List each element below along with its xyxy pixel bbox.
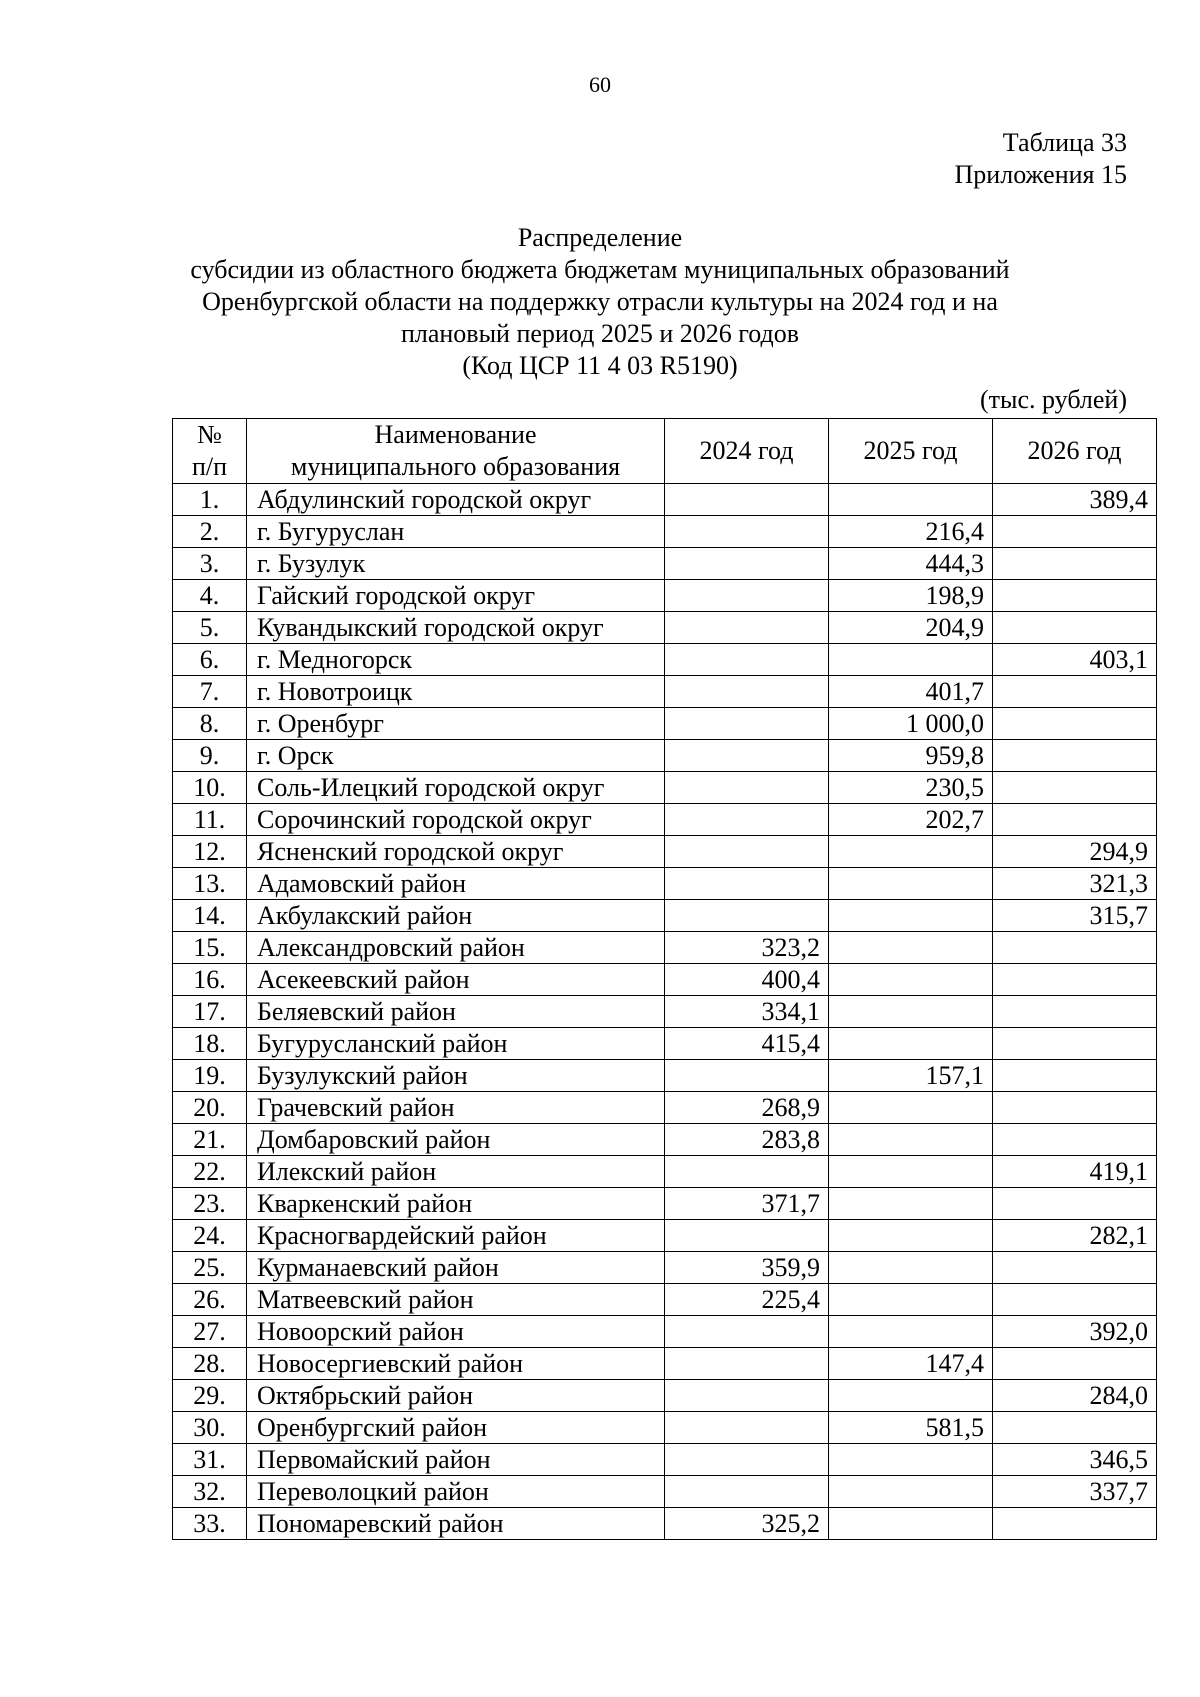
- value-2024: [665, 1316, 829, 1348]
- header-2024: 2024 год: [665, 419, 829, 484]
- row-number: 33.: [173, 1508, 247, 1540]
- value-2024: [665, 644, 829, 676]
- value-2024: [665, 1156, 829, 1188]
- value-2025: [829, 836, 993, 868]
- value-2024: [665, 740, 829, 772]
- table-row: [173, 900, 1157, 932]
- value-2025: [829, 1220, 993, 1252]
- value-2025: [829, 1316, 993, 1348]
- municipality-name: Матвеевский район: [247, 1284, 665, 1316]
- value-2026: 282,1: [993, 1220, 1157, 1252]
- table-row: [173, 644, 1157, 676]
- value-2024: [665, 772, 829, 804]
- municipality-name: Кваркенский район: [247, 1188, 665, 1220]
- table-row: [173, 1316, 1157, 1348]
- row-number: 27.: [173, 1316, 247, 1348]
- municipality-name: Сорочинский городской округ: [247, 804, 665, 836]
- document-title: [100, 222, 1100, 382]
- value-2025: [829, 1252, 993, 1284]
- row-number: 31.: [173, 1444, 247, 1476]
- table-row: [173, 1380, 1157, 1412]
- table-row: [173, 772, 1157, 804]
- value-2024: [665, 612, 829, 644]
- table-row: [173, 516, 1157, 548]
- municipality-name: Илекский район: [247, 1156, 665, 1188]
- value-2026: [993, 996, 1157, 1028]
- value-2026: 337,7: [993, 1476, 1157, 1508]
- municipality-name: Новоорский район: [247, 1316, 665, 1348]
- row-number: 23.: [173, 1188, 247, 1220]
- municipality-name: Абдулинский городской округ: [247, 484, 665, 516]
- title-line2: субсидии из областного бюджета бюджетам муниципальных образований: [190, 255, 1010, 284]
- municipality-name: Октябрьский район: [247, 1380, 665, 1412]
- value-2025: [829, 900, 993, 932]
- value-2025: [829, 1284, 993, 1316]
- value-2024: 268,9: [665, 1092, 829, 1124]
- table-row: [173, 1508, 1157, 1540]
- table-row: [173, 1252, 1157, 1284]
- value-2025: [829, 964, 993, 996]
- table-row: [173, 1412, 1157, 1444]
- municipality-name: г. Медногорск: [247, 644, 665, 676]
- value-2026: 392,0: [993, 1316, 1157, 1348]
- row-number: 11.: [173, 804, 247, 836]
- value-2026: [993, 1252, 1157, 1284]
- row-number: 25.: [173, 1252, 247, 1284]
- value-2025: 444,3: [829, 548, 993, 580]
- value-2024: [665, 484, 829, 516]
- row-number: 28.: [173, 1348, 247, 1380]
- value-2026: [993, 1284, 1157, 1316]
- table-row: [173, 1348, 1157, 1380]
- value-2025: [829, 1444, 993, 1476]
- row-number: 3.: [173, 548, 247, 580]
- value-2025: 401,7: [829, 676, 993, 708]
- municipality-name: г. Бугуруслан: [247, 516, 665, 548]
- municipality-name: Красногвардейский район: [247, 1220, 665, 1252]
- value-2025: [829, 484, 993, 516]
- row-number: 18.: [173, 1028, 247, 1060]
- value-2024: [665, 1412, 829, 1444]
- table-row: [173, 1444, 1157, 1476]
- value-2025: [829, 932, 993, 964]
- header-name: [247, 419, 665, 484]
- value-2024: 400,4: [665, 964, 829, 996]
- value-2025: 147,4: [829, 1348, 993, 1380]
- value-2026: 284,0: [993, 1380, 1157, 1412]
- table-row: [173, 1124, 1157, 1156]
- municipality-name: Курманаевский район: [247, 1252, 665, 1284]
- table-row: [173, 740, 1157, 772]
- value-2024: [665, 1348, 829, 1380]
- header-num: [173, 419, 247, 484]
- municipality-name: Кувандыкский городской округ: [247, 612, 665, 644]
- value-2026: [993, 516, 1157, 548]
- value-2024: [665, 1476, 829, 1508]
- value-2026: [993, 580, 1157, 612]
- value-2026: [993, 932, 1157, 964]
- value-2025: [829, 1156, 993, 1188]
- municipality-name: Александровский район: [247, 932, 665, 964]
- value-2026: [993, 1508, 1157, 1540]
- municipality-name: Ясненский городской округ: [247, 836, 665, 868]
- header-num-line2: п/п: [191, 452, 228, 481]
- value-2025: 959,8: [829, 740, 993, 772]
- table-row: [173, 580, 1157, 612]
- value-2026: [993, 612, 1157, 644]
- value-2024: [665, 708, 829, 740]
- value-2025: [829, 1508, 993, 1540]
- row-number: 30.: [173, 1412, 247, 1444]
- row-number: 17.: [173, 996, 247, 1028]
- table-row: [173, 1188, 1157, 1220]
- table-row: [173, 1060, 1157, 1092]
- header-2025: 2025 год: [829, 419, 993, 484]
- municipality-name: Акбулакский район: [247, 900, 665, 932]
- value-2026: 321,3: [993, 868, 1157, 900]
- value-2024: [665, 516, 829, 548]
- value-2025: [829, 1124, 993, 1156]
- value-2024: [665, 1220, 829, 1252]
- row-number: 32.: [173, 1476, 247, 1508]
- value-2026: [993, 548, 1157, 580]
- municipality-name: Беляевский район: [247, 996, 665, 1028]
- value-2026: [993, 1412, 1157, 1444]
- value-2024: 359,9: [665, 1252, 829, 1284]
- row-number: 13.: [173, 868, 247, 900]
- municipality-name: г. Орск: [247, 740, 665, 772]
- table-ref-line1: Таблица 33: [1002, 128, 1127, 157]
- value-2025: [829, 1380, 993, 1412]
- page-number: 60: [589, 72, 611, 97]
- table-row: [173, 836, 1157, 868]
- value-2024: [665, 1060, 829, 1092]
- municipality-name: Бузулукский район: [247, 1060, 665, 1092]
- table-row: [173, 548, 1157, 580]
- row-number: 4.: [173, 580, 247, 612]
- row-number: 7.: [173, 676, 247, 708]
- subsidy-table: [172, 418, 1157, 1540]
- value-2026: 419,1: [993, 1156, 1157, 1188]
- row-number: 19.: [173, 1060, 247, 1092]
- value-2024: [665, 676, 829, 708]
- units-label: (тыс. рублей): [979, 385, 1127, 414]
- row-number: 8.: [173, 708, 247, 740]
- value-2024: [665, 580, 829, 612]
- municipality-name: Новосергиевский район: [247, 1348, 665, 1380]
- table-row: [173, 1092, 1157, 1124]
- value-2026: [993, 1060, 1157, 1092]
- row-number: 9.: [173, 740, 247, 772]
- municipality-name: Асекеевский район: [247, 964, 665, 996]
- value-2026: [993, 1188, 1157, 1220]
- table-row: [173, 612, 1157, 644]
- value-2024: 371,7: [665, 1188, 829, 1220]
- table-row: [173, 484, 1157, 516]
- title-line1: Распределение: [517, 223, 683, 252]
- municipality-name: Грачевский район: [247, 1092, 665, 1124]
- value-2025: [829, 1476, 993, 1508]
- row-number: 6.: [173, 644, 247, 676]
- row-number: 10.: [173, 772, 247, 804]
- municipality-name: Пономаревский район: [247, 1508, 665, 1540]
- value-2025: 1 000,0: [829, 708, 993, 740]
- value-2025: [829, 868, 993, 900]
- value-2026: [993, 964, 1157, 996]
- value-2025: 157,1: [829, 1060, 993, 1092]
- header-name-line1: Наименование: [374, 420, 537, 449]
- value-2026: [993, 772, 1157, 804]
- table-row: [173, 1220, 1157, 1252]
- value-2026: [993, 740, 1157, 772]
- value-2025: 581,5: [829, 1412, 993, 1444]
- row-number: 12.: [173, 836, 247, 868]
- value-2024: 334,1: [665, 996, 829, 1028]
- value-2024: 283,8: [665, 1124, 829, 1156]
- municipality-name: Переволоцкий район: [247, 1476, 665, 1508]
- value-2025: 198,9: [829, 580, 993, 612]
- value-2025: 216,4: [829, 516, 993, 548]
- value-2026: 403,1: [993, 644, 1157, 676]
- row-number: 15.: [173, 932, 247, 964]
- value-2025: 230,5: [829, 772, 993, 804]
- value-2025: [829, 1188, 993, 1220]
- value-2024: [665, 1380, 829, 1412]
- value-2026: [993, 804, 1157, 836]
- table-row: [173, 964, 1157, 996]
- row-number: 20.: [173, 1092, 247, 1124]
- value-2025: [829, 1028, 993, 1060]
- table-row: [173, 1028, 1157, 1060]
- table-row: [173, 1284, 1157, 1316]
- value-2026: 346,5: [993, 1444, 1157, 1476]
- municipality-name: Гайский городской округ: [247, 580, 665, 612]
- title-line5: (Код ЦСР 11 4 03 R5190): [462, 351, 738, 380]
- header-name-line2: муниципального образования: [290, 452, 621, 481]
- value-2025: 204,9: [829, 612, 993, 644]
- value-2024: [665, 868, 829, 900]
- value-2025: [829, 996, 993, 1028]
- value-2026: 294,9: [993, 836, 1157, 868]
- row-number: 22.: [173, 1156, 247, 1188]
- value-2026: [993, 1124, 1157, 1156]
- value-2024: 415,4: [665, 1028, 829, 1060]
- value-2026: [993, 1028, 1157, 1060]
- table-row: [173, 868, 1157, 900]
- row-number: 2.: [173, 516, 247, 548]
- value-2024: [665, 1444, 829, 1476]
- municipality-name: Соль-Илецкий городской округ: [247, 772, 665, 804]
- municipality-name: Домбаровский район: [247, 1124, 665, 1156]
- table-row: [173, 708, 1157, 740]
- value-2026: [993, 676, 1157, 708]
- value-2024: [665, 900, 829, 932]
- table-row: [173, 676, 1157, 708]
- header-row: [173, 419, 1157, 484]
- table-row: [173, 804, 1157, 836]
- value-2024: 323,2: [665, 932, 829, 964]
- row-number: 1.: [173, 484, 247, 516]
- value-2025: [829, 1092, 993, 1124]
- value-2024: 325,2: [665, 1508, 829, 1540]
- row-number: 26.: [173, 1284, 247, 1316]
- row-number: 14.: [173, 900, 247, 932]
- row-number: 24.: [173, 1220, 247, 1252]
- row-number: 5.: [173, 612, 247, 644]
- value-2024: [665, 548, 829, 580]
- row-number: 16.: [173, 964, 247, 996]
- value-2024: [665, 836, 829, 868]
- table-row: [173, 996, 1157, 1028]
- title-line4: плановый период 2025 и 2026 годов: [400, 319, 800, 348]
- municipality-name: Бугурусланский район: [247, 1028, 665, 1060]
- row-number: 29.: [173, 1380, 247, 1412]
- value-2026: [993, 1092, 1157, 1124]
- value-2026: 389,4: [993, 484, 1157, 516]
- table-body: [173, 484, 1157, 1540]
- row-number: 21.: [173, 1124, 247, 1156]
- municipality-name: г. Бузулук: [247, 548, 665, 580]
- value-2025: 202,7: [829, 804, 993, 836]
- municipality-name: Оренбургский район: [247, 1412, 665, 1444]
- table-row: [173, 1476, 1157, 1508]
- value-2024: [665, 804, 829, 836]
- header-2026: 2026 год: [993, 419, 1157, 484]
- header-num-line1: №: [197, 420, 222, 449]
- value-2026: 315,7: [993, 900, 1157, 932]
- municipality-name: Адамовский район: [247, 868, 665, 900]
- value-2026: [993, 1348, 1157, 1380]
- table-header: [173, 419, 1157, 484]
- table-row: [173, 932, 1157, 964]
- title-line3: Оренбургской области на поддержку отрасли культуры на 2024 год и на: [202, 287, 998, 316]
- value-2026: [993, 708, 1157, 740]
- municipality-name: г. Оренбург: [247, 708, 665, 740]
- value-2024: 225,4: [665, 1284, 829, 1316]
- municipality-name: Первомайский район: [247, 1444, 665, 1476]
- municipality-name: г. Новотроицк: [247, 676, 665, 708]
- value-2025: [829, 644, 993, 676]
- table-reference: [955, 127, 1127, 191]
- table-ref-line2: Приложения 15: [954, 160, 1127, 189]
- table-row: [173, 1156, 1157, 1188]
